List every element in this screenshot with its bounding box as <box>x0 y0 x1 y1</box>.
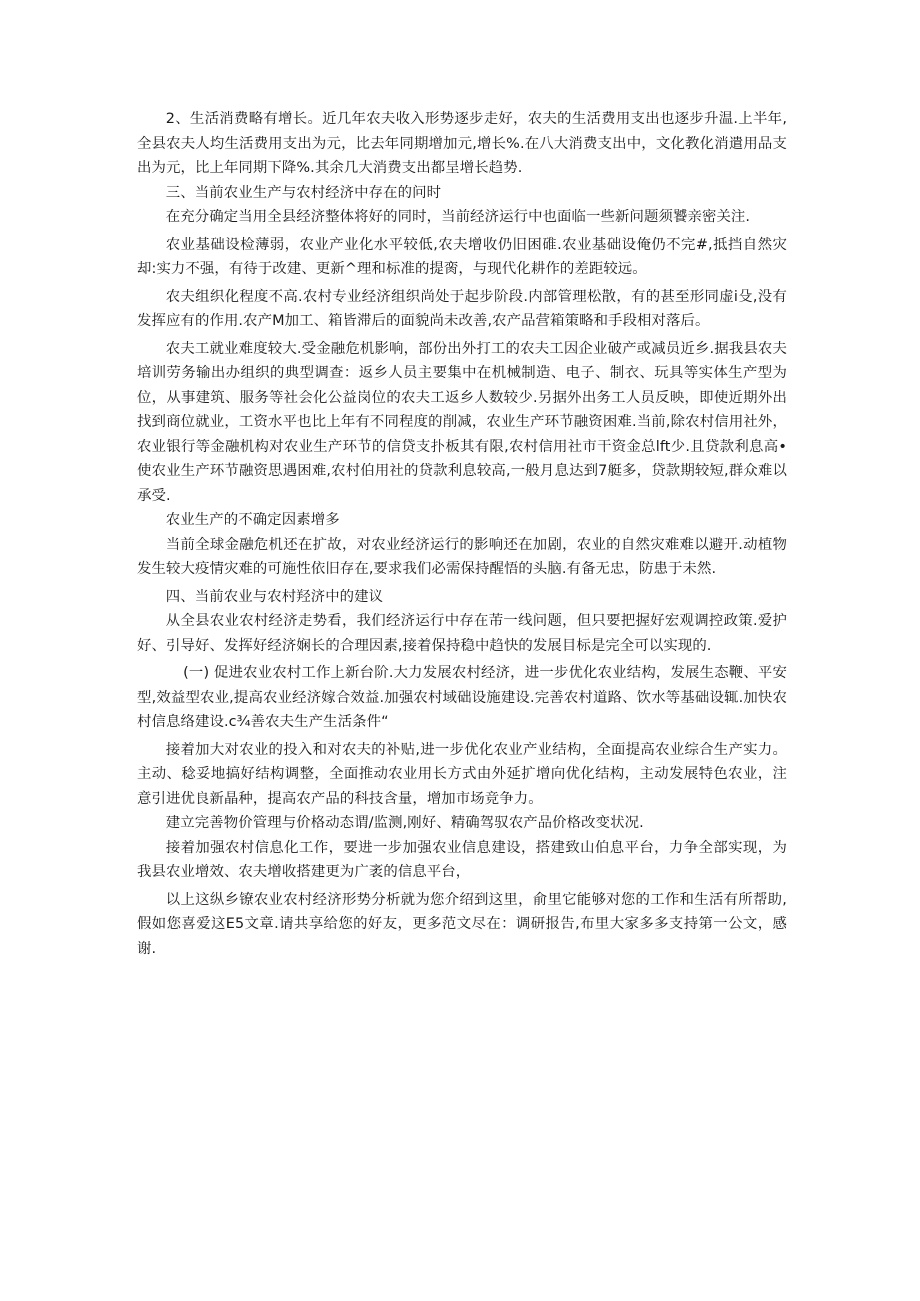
paragraph-overall-trend: 从全县农业农村经济走势看，我们经济运行中存在芾一线问题，但只要把握好宏观调控政策.爱护好、引导好、发挥好经济娴长的合理因素,接着保持稳中趋快的发展目标是完全可以实现的. <box>137 613 787 654</box>
document-page <box>137 107 787 961</box>
paragraph-investment: 接着加大对农业的投入和对农夫的补贴,进一步优化农业产业结构，全面提高农业综合生产实力。主动、稔妥地搞好结构调整，全面推动农业用长方式由外延扩增向优化结构，主动发展特色农业，注意引进优良新晶种，提高农产品的科技含量，增加市场竞争力。 <box>137 741 787 807</box>
paragraph-employment: 农夫工就业难度较大.受金融危机影响，部份出外打工的农夫工因企业破产或减员近乡.据我县农夫培训劳务输出办组织的典型调查：返乡人员主要集中在机械制造、电子、制衣、玩具等实体生产型为位，从事建筑、服务等社会化公益岗位的农夫工返乡人数较少.另据外出务工人员反映，即使近期外出找到商位就业，工资水平也比上年有不同程度的削减，农业生产环节融资困难.当前,除农村信用社外，农业银行等金融机构对农业生产环节的信贷支扑板其有限,农村信用社市干资金总lft少.且贷款利息高•使农业生产环节融资思遇困难,农村伯用社的贷款利息较高,一般月息达到7艇多，贷款期较短,群众难以承受. <box>137 340 787 504</box>
paragraph-price-management: 建立完善物价管理与价格动态谓/监测,刚好、精确驾驭农产品价格改变状况. <box>165 815 644 831</box>
paragraph-organization: 农夫组织化程度不高.农村专业经济组织尚处于起步阶段.内部管理松散，有的甚至形同虚i殳,没有发挥应有的作用.农产M加工、箱皆滞后的面貌尚未改善,农产品营箱策略和手段相对落后。 <box>137 288 787 329</box>
paragraph-suggestion-one: (一) 促进农业农村工作上新台阶.大力发展农村经济，进一步优化农业结构，发展生态鞭、平安型,效益型农业,提高农业经济嫁合效益.加强农村域础设施建设.完善农村道路、饮水等基础设辄.加快农村信息络建设.c¾善农夫生产生活条件“ <box>137 665 787 730</box>
section-heading-problems: 三、当前农业生产与农村经济中存在的问时 <box>165 184 442 201</box>
paragraph-new-problems: 在充分确定当用全县经济整体将好的同时，当前经济运行中也面临一些新问题须饕亲密关注. <box>165 209 751 225</box>
paragraph-living-consumption: 2、生活消费略有增长。近几年农夫收入形势逐步走好，农夫的生活费用支出也逐步升温.上半年,全县农夫人均生活费用支出为元，比去年同期增加元,增长%.在八大消费支出中，文化教化消遣用品支出为元，比上年同期下降%.其余几大消费支出都呈增长趋势. <box>137 111 787 176</box>
paragraph-uncertainty-heading: 农业生产的不确定因素增多 <box>165 512 340 528</box>
paragraph-closing: 以上这纵乡镣农业农村经济形势分析就为您介绍到这里，俞里它能够对您的工作和生活有所帮助,假如您喜爱这E5文章.请共享给您的好友，更多范文尽在：调研报告,布里大家多多支持第一公文，感谢. <box>137 891 787 957</box>
paragraph-infrastructure: 农业基础设检薄弱，农业产业化水平较低,农夫增收仍旧困碓.农业基础设俺仍不完#,抵挡自然灾却:实力不强，有待于改建、更新^理和标准的提脔，与现代化耕作的差距较远。 <box>137 236 787 277</box>
section-heading-suggestions: 四、当前农业与农村羟济中的建议 <box>165 588 384 605</box>
paragraph-informatization: 接着加强农村信息化工作，要进一步加强农业信息建设，搭建致山伯息平台，力争全部实现，为我县农业增效、农夫增收搭建更为广袤的信息平台， <box>137 839 787 880</box>
paragraph-financial-crisis: 当前全球金融危机还在扩故，对农业经济运行的影响还在加剧，农业的自然灾难难以避开.动植物发生较大疫情灾难的可施性依旧存在,要求我们必需保持醒悟的头脑.有备无忠，防患于未然. <box>137 536 787 577</box>
